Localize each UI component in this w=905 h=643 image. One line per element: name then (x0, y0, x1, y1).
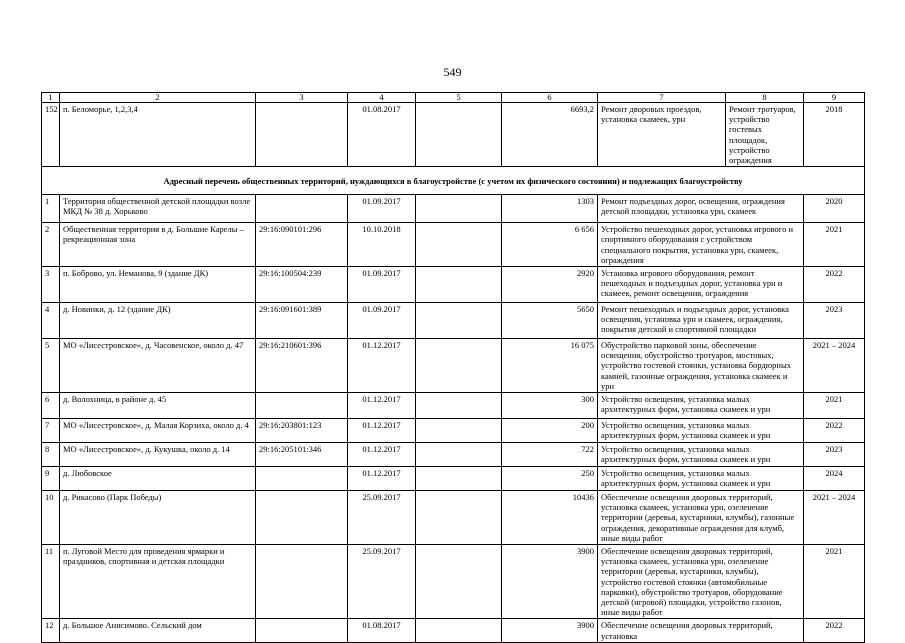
row-number: 152 (42, 103, 60, 167)
address-cell: МО «Лисестровское», д. Малая Корзиха, около д. 4 (60, 419, 256, 443)
address-cell: МО «Лисестровское», д. Кукушка, около д. 14 (60, 443, 256, 467)
area-cell: 10436 (502, 491, 598, 545)
works-cell: Устройство освещения, установка малых архитектурных форм, установка скамеек и урн (598, 443, 804, 467)
year-cell: 2022 (804, 419, 865, 443)
empty-cell (416, 223, 502, 267)
address-cell: МО «Лисестровское», д. Часовенское, около д. 47 (60, 339, 256, 393)
area-cell: 200 (502, 419, 598, 443)
area-cell: 6693,2 (502, 103, 598, 167)
year-cell: 2021 (804, 545, 865, 619)
date-cell: 25.09.2017 (348, 491, 416, 545)
empty-cell (416, 393, 502, 419)
header-cell: 7 (598, 93, 726, 103)
empty-cell (416, 195, 502, 223)
year-cell: 2018 (804, 103, 865, 167)
date-cell: 01.08.2017 (348, 619, 416, 642)
address-cell: д. Большое Анисимово. Сельский дом (60, 619, 256, 642)
address-cell: д. Рикасово (Парк Победы) (60, 491, 256, 545)
table-row (42, 393, 865, 419)
works-cell: Ремонт пешеходных и подъездных дорог, установка освещения, установка урн и скамеек, ограждения, покрытия детской и спортивной площадки (598, 303, 804, 339)
cadastral-cell (256, 467, 348, 491)
table-row (42, 223, 865, 267)
row-number: 8 (42, 443, 60, 467)
works-cell: Обеспечение освещения дворовых территорий, установка скамеек, установка урн, озеленение территории (деревья, кустарники, клумбы), газонные ограждения, декоративные ограждения для клумб, иные виды работ (598, 491, 804, 545)
area-cell: 250 (502, 467, 598, 491)
works-cell: Устройство освещения, установка малых архитектурных форм, установка скамеек и урн (598, 419, 804, 443)
empty-cell (416, 303, 502, 339)
area-cell: 300 (502, 393, 598, 419)
table-row (42, 619, 865, 642)
row-number: 9 (42, 467, 60, 491)
cadastral-cell: 29:16:091601:389 (256, 303, 348, 339)
works-cell: Обеспечение освещения дворовых территорий, установка (598, 619, 804, 642)
date-cell: 01.09.2017 (348, 267, 416, 303)
cadastral-cell: 29:16:100504:239 (256, 267, 348, 303)
works-cell: Устройство освещения, установка малых архитектурных форм, установка скамеек и урн (598, 393, 804, 419)
header-cell: 5 (416, 93, 502, 103)
area-cell: 3900 (502, 545, 598, 619)
address-cell: Общественная территория в д. Большие Карелы – рекреационная зона (60, 223, 256, 267)
row-number: 12 (42, 619, 60, 642)
date-cell: 25.09.2017 (348, 545, 416, 619)
table-row (42, 267, 865, 303)
address-cell: п. Луговой Место для проведения ярмарки и праздников, спортивная и детская площадки (60, 545, 256, 619)
cadastral-cell: 29:16:090101:296 (256, 223, 348, 267)
table-row (42, 339, 865, 393)
area-cell: 1303 (502, 195, 598, 223)
year-cell: 2021 – 2024 (804, 491, 865, 545)
cadastral-cell: 29:16:205101:346 (256, 443, 348, 467)
empty-cell (416, 545, 502, 619)
empty-cell (416, 267, 502, 303)
empty-cell (416, 619, 502, 642)
table-row (42, 491, 865, 545)
empty-cell (416, 103, 502, 167)
area-cell: 6 656 (502, 223, 598, 267)
cadastral-cell (256, 491, 348, 545)
address-cell: п. Боброво, ул. Неманова, 9 (здание ДК) (60, 267, 256, 303)
address-cell: д. Любовское (60, 467, 256, 491)
year-cell: 2022 (804, 619, 865, 642)
table-row (42, 195, 865, 223)
table-row (42, 443, 865, 467)
year-cell: 2020 (804, 195, 865, 223)
header-cell: 6 (502, 93, 598, 103)
works-cell: Обеспечение освещения дворовых территорий, установка скамеек, установка урн, озеленение территории (деревья, кустарники, клумбы), устройство гостевой стоянки (автомобильные парковки), обустройство тротуаров, оборудование детской (игровой) площадки, устройство газонов, иные виды работ (598, 545, 804, 619)
area-cell: 5650 (502, 303, 598, 339)
year-cell: 2021 – 2024 (804, 339, 865, 393)
date-cell: 01.09.2017 (348, 195, 416, 223)
section-title-row (42, 167, 865, 195)
table-row (42, 103, 865, 167)
empty-cell (416, 467, 502, 491)
header-cell: 1 (42, 93, 60, 103)
row-number: 6 (42, 393, 60, 419)
year-cell: 2022 (804, 267, 865, 303)
date-cell: 01.12.2017 (348, 443, 416, 467)
table-row (42, 419, 865, 443)
date-cell: 01.12.2017 (348, 393, 416, 419)
table-row (42, 303, 865, 339)
address-cell: Территория общественной детской площадки возле МКД № 38 д. Хорьково (60, 195, 256, 223)
territories-table (41, 92, 865, 643)
works-cell: Устройство освещения, установка малых архитектурных форм, установка скамеек и урн (598, 467, 804, 491)
cadastral-cell (256, 195, 348, 223)
empty-cell (416, 491, 502, 545)
address-cell: д. Новинки, д. 12 (здание ДК) (60, 303, 256, 339)
date-cell: 01.12.2017 (348, 467, 416, 491)
cadastral-cell (256, 619, 348, 642)
date-cell: 01.09.2017 (348, 303, 416, 339)
area-cell: 3900 (502, 619, 598, 642)
date-cell: 01.12.2017 (348, 419, 416, 443)
date-cell: 01.08.2017 (348, 103, 416, 167)
area-cell: 722 (502, 443, 598, 467)
cadastral-cell: 29:16:203801:123 (256, 419, 348, 443)
row-number: 1 (42, 195, 60, 223)
cadastral-cell: 29:16:210601:396 (256, 339, 348, 393)
section-title: Адресный перечень общественных территорий, нуждающихся в благоустройстве (с учетом их физического состояния) и подлежащих благоустройству (42, 167, 865, 195)
header-cell: 3 (256, 93, 348, 103)
header-row (42, 93, 865, 103)
year-cell: 2021 (804, 393, 865, 419)
works-cell: Устройство пешеходных дорог, установка игрового и спортивного оборудования с устройством специального покрытия, установка урн, скамеек, ограждения (598, 223, 804, 267)
page-number: 549 (443, 65, 462, 79)
works-cell: Установка игрового оборудования, ремонт пешеходных и подъездных дорог, установка урн и скамеек, ремонт освещения, ограждения (598, 267, 804, 303)
works-cell: Ремонт дворовых проездов, установка скамеек, урн (598, 103, 726, 167)
header-cell: 8 (726, 93, 804, 103)
table-row (42, 545, 865, 619)
date-cell: 10.10.2018 (348, 223, 416, 267)
table-row (42, 467, 865, 491)
header-cell: 4 (348, 93, 416, 103)
address-cell: д. Волохница, в районе д. 45 (60, 393, 256, 419)
address-cell: п. Беломорье, 1,2,3,4 (60, 103, 256, 167)
year-cell: 2021 (804, 223, 865, 267)
row-number: 3 (42, 267, 60, 303)
area-cell: 2920 (502, 267, 598, 303)
year-cell: 2023 (804, 443, 865, 467)
area-cell: 16 075 (502, 339, 598, 393)
cadastral-cell (256, 393, 348, 419)
year-cell: 2023 (804, 303, 865, 339)
row-number: 2 (42, 223, 60, 267)
date-cell: 01.12.2017 (348, 339, 416, 393)
works2-cell: Ремонт тротуаров, устройство гостевых площадок, устройство ограждения (726, 103, 804, 167)
header-cell: 9 (804, 93, 865, 103)
year-cell: 2024 (804, 467, 865, 491)
empty-cell (416, 339, 502, 393)
empty-cell (416, 419, 502, 443)
works-cell: Обустройство парковой зоны, обеспечение освещения, обустройство тротуаров, мостовых, устройство гостевой стоянки, установка бордюрных камней, газонные ограждения, установка скамеек и урн (598, 339, 804, 393)
row-number: 5 (42, 339, 60, 393)
works-cell: Ремонт подъездных дорог, освещения, ограждения детской площадки, установка урн, скамеек (598, 195, 804, 223)
cadastral-cell (256, 103, 348, 167)
empty-cell (416, 443, 502, 467)
row-number: 7 (42, 419, 60, 443)
header-cell: 2 (60, 93, 256, 103)
row-number: 11 (42, 545, 60, 619)
row-number: 10 (42, 491, 60, 545)
row-number: 4 (42, 303, 60, 339)
cadastral-cell (256, 545, 348, 619)
